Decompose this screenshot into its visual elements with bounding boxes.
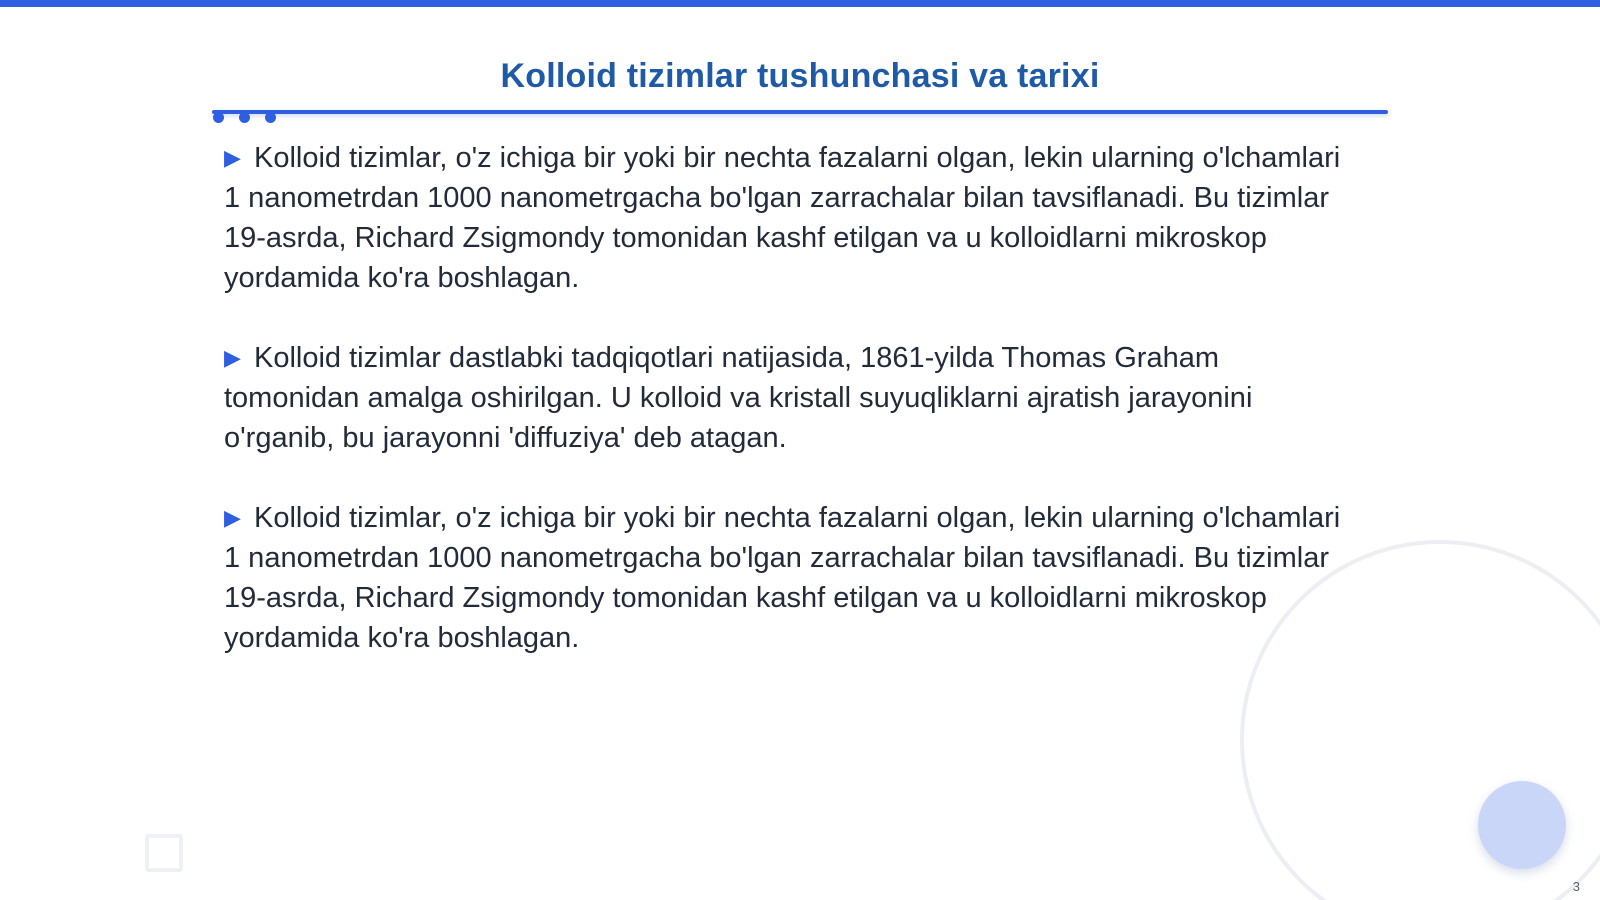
bullet-item: [224, 338, 1354, 458]
top-accent-bar: [0, 0, 1600, 7]
bullet-text: Kolloid tizimlar, o'z ichiga bir yoki bir nechta fazalarni olgan, lekin ularning o'lchamlari 1 nanometrdan 1000 nanometrgacha bo'lgan zarrachalar bilan tavsiflanadi. Bu tizimlar 19-asrda, Richard Zsigmondy tomonidan kashf etilgan va u kolloidlarni mikroskop yordamida ko'ra boshlagan.: [224, 502, 1341, 654]
bullet-text: Kolloid tizimlar, o'z ichiga bir yoki bir nechta fazalarni olgan, lekin ularning o'lchamlari 1 nanometrdan 1000 nanometrgacha bo'lgan zarrachalar bilan tavsiflanadi. Bu tizimlar 19-asrda, Richard Zsigmondy tomonidan kashf etilgan va u kolloidlarni mikroskop yordamida ko'ra boshlagan.: [224, 142, 1341, 294]
slide-title: Kolloid tizimlar tushunchasi va tarixi: [500, 57, 1100, 95]
bullet-item: [224, 498, 1354, 658]
page-number: 3: [1572, 879, 1580, 894]
bullet-list: [224, 138, 1354, 698]
decor-dot: [239, 112, 250, 123]
bullet-arrow-icon: ▶: [224, 345, 241, 370]
decor-dot: [265, 112, 276, 123]
decor-square: [145, 834, 183, 872]
bullet-item: [224, 138, 1354, 298]
decor-dot: [213, 112, 224, 123]
bullet-text: Kolloid tizimlar dastlabki tadqiqotlari natijasida, 1861-yilda Thomas Graham tomonidan amalga oshirilgan. U kolloid va kristall suyuqliklarni ajratish jarayonini o'rganib, bu jarayonni 'diffuziya' deb atagan.: [224, 342, 1253, 454]
bullet-arrow-icon: ▶: [224, 145, 241, 170]
bullet-arrow-icon: ▶: [224, 505, 241, 530]
decor-circle: [1478, 781, 1566, 869]
title-underline: [212, 110, 1388, 114]
